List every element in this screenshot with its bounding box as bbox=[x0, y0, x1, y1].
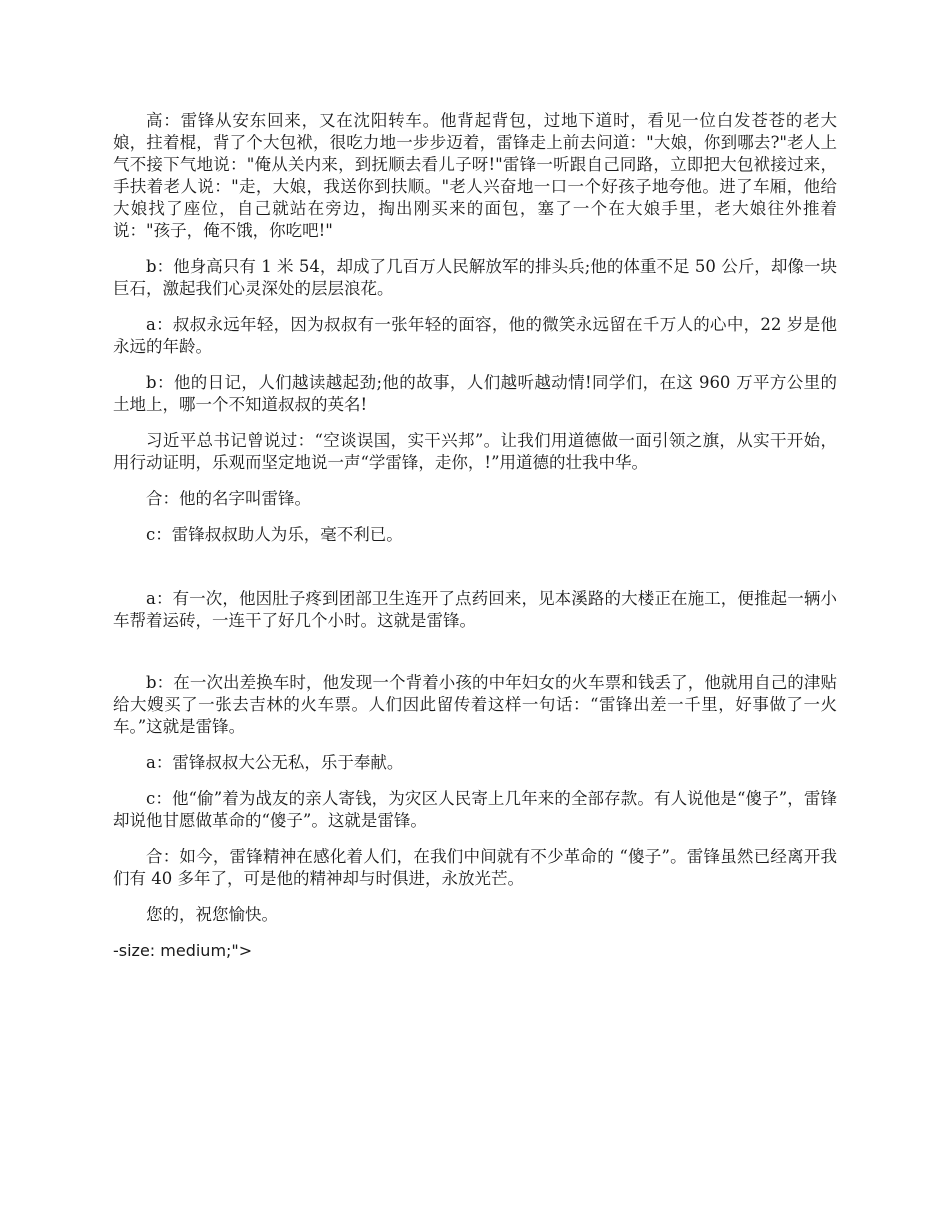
paragraph-c-savings: c：他“偷”着为战友的亲人寄钱，为灾区人民寄上几年来的全部存款。有人说他是“傻子”，雷锋却说他甘愿做革命的“傻子”。这就是雷锋。 bbox=[113, 789, 837, 830]
paragraph-b-train: b：在一次出差换车时，他发现一个背着小孩的中年妇女的火车票和钱丢了，他就用自己的津贴给大嫂买了一张去吉林的火车票。人们因此留传着这样一句话：“雷锋出差一千里，好事做了一火车。”这就是雷锋。 bbox=[113, 673, 837, 736]
stray-markup-text: -size: medium;"> bbox=[113, 941, 253, 960]
paragraph-leifeng-story: 高：雷锋从安东回来，又在沈阳转车。他背起背包，过地下道时，看见一位白发苍苍的老大娘，拄着棍，背了个大包袱，很吃力地一步步迈着，雷锋走上前去问道："大娘，你到哪去?"老人上气不接下气地说："俺从关内来，到抚顺去看儿子呀!"雷锋一听跟自己同路，立即把大包袱接过来，手扶着老人说："走，大娘，我送你到扶顺。"老人兴奋地一口一个好孩子地夸他。进了车厢，他给大娘找了座位，自己就站在旁边，掏出刚买来的面包，塞了一个在大娘手里，老大娘往外推着说："孩子，俺不饿，你吃吧!" bbox=[113, 111, 837, 240]
paragraph-chorus-spirit: 合：如今，雷锋精神在感化着人们，在我们中间就有不少革命的 “傻子”。雷锋虽然已经离开我们有 40 多年了，可是他的精神却与时俱进，永放光芒。 bbox=[113, 847, 837, 888]
paragraph-closing: 您的，祝您愉快。 bbox=[146, 905, 278, 924]
paragraph-b-height: b：他身高只有 1 米 54，却成了几百万人民解放军的排头兵;他的体重不足 50 公斤，却像一块巨石，激起我们心灵深处的层层浪花。 bbox=[113, 257, 837, 298]
paragraph-a-bricks: a：有一次，他因肚子疼到团部卫生连开了点药回来，见本溪路的大楼正在施工，便推起一辆小车帮着运砖，一连干了好几个小时。这就是雷锋。 bbox=[113, 589, 837, 630]
document-body bbox=[113, 110, 837, 962]
paragraph-a-young: a：叔叔永远年轻，因为叔叔有一张年轻的面容，他的微笑永远留在千万人的心中，22 岁是他永远的年龄。 bbox=[113, 315, 837, 356]
paragraph-quote: 习近平总书记曾说过：“空谈误国，实干兴邦”。让我们用道德做一面引领之旗，从实干开始，用行动证明，乐观而坚定地说一声“学雷锋，走你，!”用道德的壮我中华。 bbox=[113, 431, 837, 472]
paragraph-chorus-name: 合：他的名字叫雷锋。 bbox=[146, 489, 311, 508]
paragraph-b-diary: b：他的日记，人们越读越起劲;他的故事，人们越听越动情!同学们，在这 960 万平方公里的土地上，哪一个不知道叔叔的英名! bbox=[113, 373, 837, 414]
paragraph-a-selfless: a：雷锋叔叔大公无私，乐于奉献。 bbox=[146, 753, 404, 772]
paragraph-c-helping: c：雷锋叔叔助人为乐，毫不利已。 bbox=[146, 525, 403, 544]
